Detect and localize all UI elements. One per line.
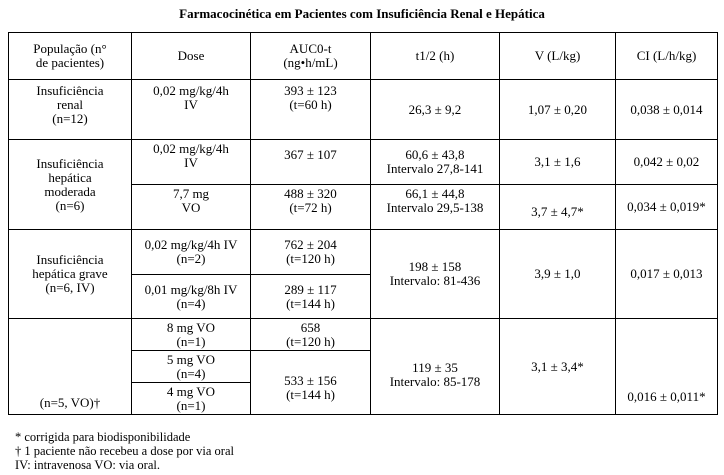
footnote-abbreviations: IV: intravenosa VO: via oral. [15, 458, 160, 472]
dose-cell: 0,02 mg/kg/4h IV [132, 140, 251, 185]
header-clearance: CI (L/h/kg) [616, 33, 718, 80]
population-severe: Insuficiência hepática grave (n=6, IV) [9, 230, 132, 319]
dose-cell: 8 mg VO (n=1) [132, 319, 251, 351]
volume-cell: 3,1 ± 3,4* [500, 319, 616, 415]
clearance-cell: 0,042 ± 0,02 [616, 140, 718, 185]
auc-cell: 762 ± 204 (t=120 h) [251, 230, 371, 275]
header-volume: V (L/kg) [500, 33, 616, 80]
clearance-cell: 0,016 ± 0,011* [616, 319, 718, 415]
t12-cell: 26,3 ± 9,2 [371, 80, 500, 140]
table-title: Farmacocinética em Pacientes com Insuficiência Renal e Hepática [179, 6, 545, 21]
clearance-cell: 0,038 ± 0,014 [616, 80, 718, 140]
table-row [9, 230, 718, 275]
header-population: População (n° de pacientes) [9, 33, 132, 80]
volume-cell: 1,07 ± 0,20 [500, 80, 616, 140]
clearance-cell: 0,034 ± 0,019* [616, 185, 718, 230]
population-oral: (n=5, VO)† [9, 319, 132, 415]
population-renal: Insuficiência renal (n=12) [9, 80, 132, 140]
auc-cell: 658 (t=120 h) [251, 319, 371, 351]
dose-cell: 0,02 mg/kg/4h IV (n=2) [132, 230, 251, 275]
dose-cell: 7,7 mg VO [132, 185, 251, 230]
footnote-corrected: * corrigida para biodisponibilidade [15, 430, 191, 444]
auc-cell: 289 ± 117 (t=144 h) [251, 275, 371, 319]
footnote-patient: † 1 paciente não recebeu a dose por via oral [15, 444, 234, 458]
t12-cell: 119 ± 35 Intervalo: 85-178 [371, 319, 500, 415]
t12-cell: 66,1 ± 44,8 Intervalo 29,5-138 [371, 185, 500, 230]
header-auc: AUC0-t (ng•h/mL) [251, 33, 371, 80]
t12-cell: 60,6 ± 43,8 Intervalo 27,8-141 [371, 140, 500, 185]
auc-cell: 367 ± 107 [251, 140, 371, 185]
auc-cell: 488 ± 320 (t=72 h) [251, 185, 371, 230]
header-row [9, 33, 718, 80]
auc-cell: 533 ± 156 (t=144 h) [251, 351, 371, 415]
header-dose: Dose [132, 33, 251, 80]
footnotes [15, 430, 234, 472]
dose-cell: 0,01 mg/kg/8h IV (n=4) [132, 275, 251, 319]
dose-cell: 5 mg VO (n=4) [132, 351, 251, 383]
volume-cell: 3,7 ± 4,7* [500, 185, 616, 230]
auc-cell: 393 ± 123 (t=60 h) [251, 80, 371, 140]
pharmacokinetics-table [8, 32, 718, 415]
population-moderate: Insuficiência hepática moderada (n=6) [9, 140, 132, 230]
dose-cell: 4 mg VO (n=1) [132, 383, 251, 415]
table-row [9, 80, 718, 140]
clearance-cell: 0,017 ± 0,013 [616, 230, 718, 319]
table-row [9, 140, 718, 185]
header-t12: t1/2 (h) [371, 33, 500, 80]
table-row [9, 319, 718, 351]
volume-cell: 3,9 ± 1,0 [500, 230, 616, 319]
dose-cell: 0,02 mg/kg/4h IV [132, 80, 251, 140]
t12-cell: 198 ± 158 Intervalo: 81-436 [371, 230, 500, 319]
volume-cell: 3,1 ± 1,6 [500, 140, 616, 185]
